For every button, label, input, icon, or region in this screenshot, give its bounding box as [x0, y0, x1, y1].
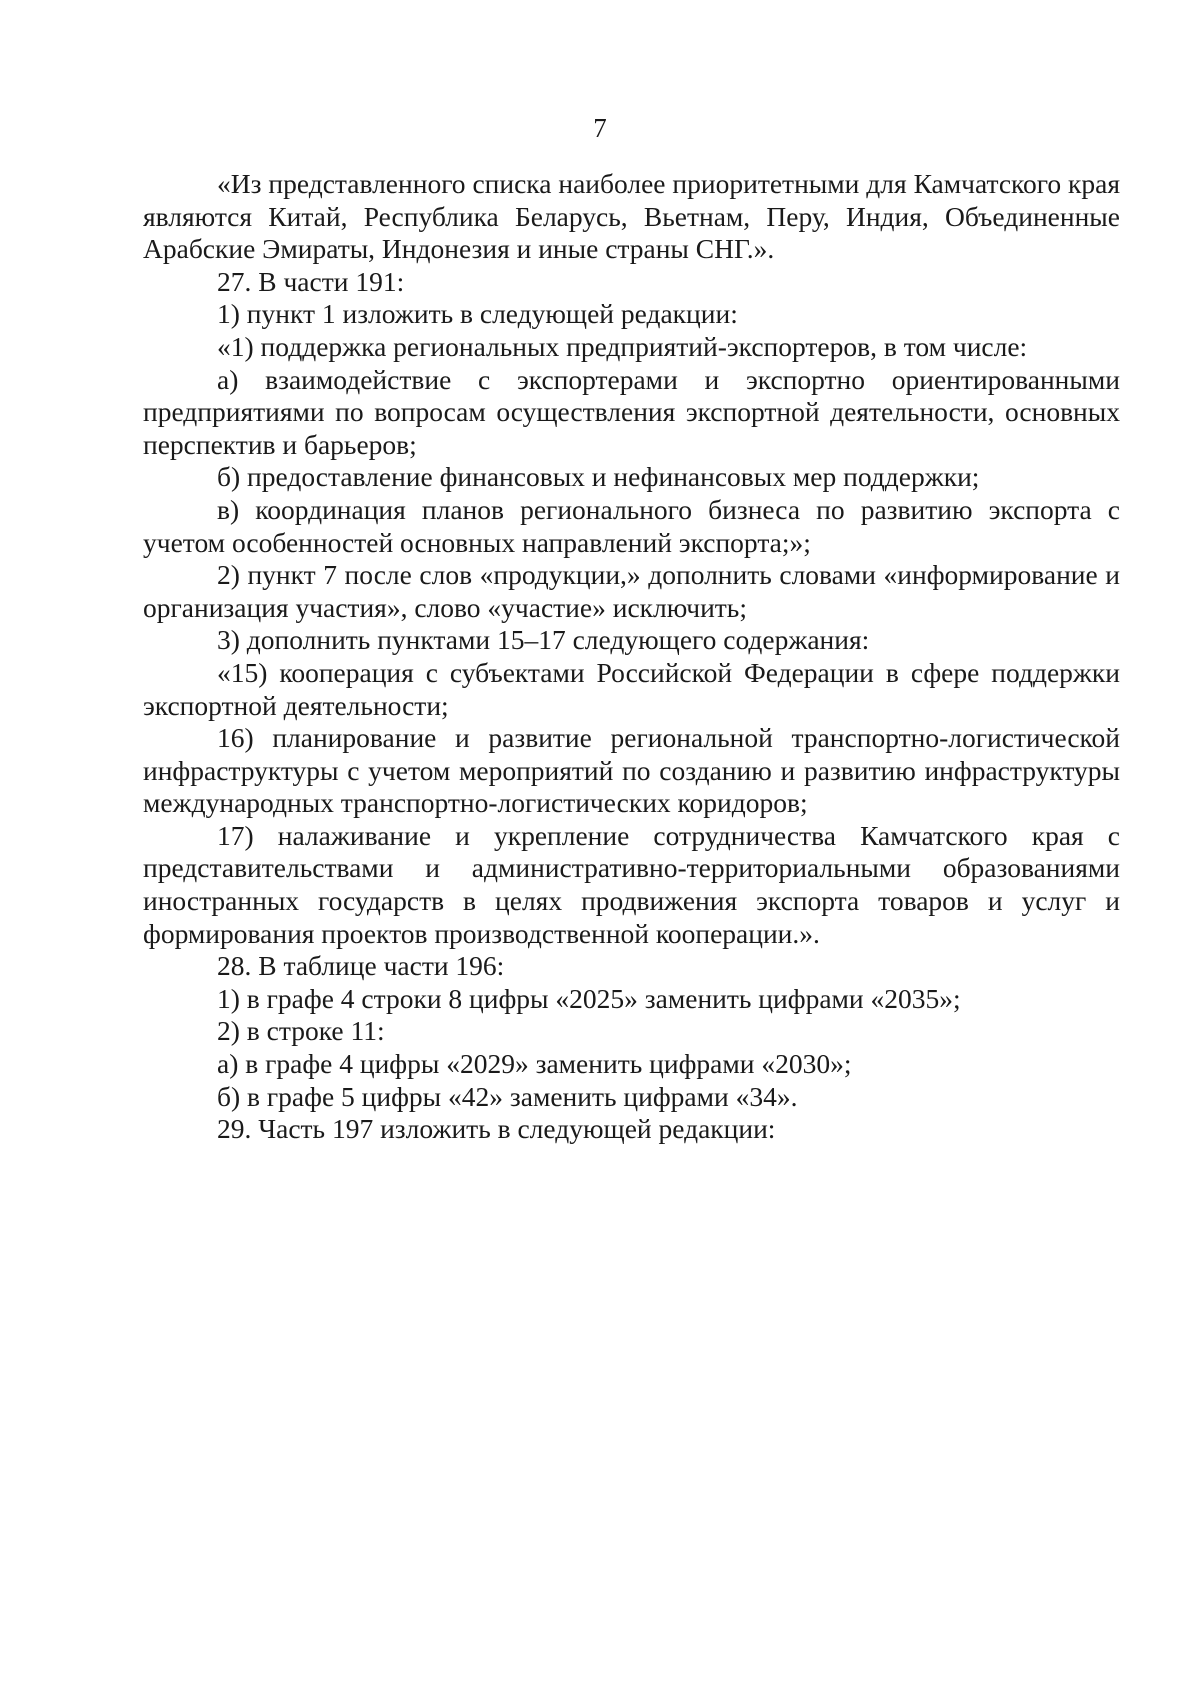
paragraph-point-15: «15) кооперация с субъектами Российской Федерации в сфере поддержки экспортной деятельности; [143, 656, 1120, 721]
paragraph-table-change-1: 1) в графе 4 строки 8 цифры «2025» заменить цифрами «2035»; [217, 982, 961, 1014]
paragraph-priority-countries: «Из представленного списка наиболее приоритетными для Камчатского края являются Китай, Республика Беларусь, Вьетнам, Перу, Индия, Объединенные Арабские Эмираты, Индонезия и иные страны СНГ.». [143, 168, 1120, 265]
paragraph-item-29: 29. Часть 197 изложить в следующей редакции: [217, 1113, 776, 1145]
page-number: 7 [593, 113, 607, 143]
paragraph-subitem-3: 3) дополнить пунктами 15–17 следующего содержания: [217, 624, 870, 656]
paragraph-subitem-1: 1) пункт 1 изложить в следующей редакции: [217, 298, 738, 330]
paragraph-subitem-b: б) предоставление финансовых и нефинансовых мер поддержки; [217, 461, 980, 493]
paragraph-table-change-2a: а) в графе 4 цифры «2029» заменить цифрами «2030»; [217, 1048, 852, 1080]
paragraph-subitem-v: в) координация планов регионального бизнеса по развитию экспорта с учетом особенностей основных направлений экспорта;»; [143, 493, 1120, 558]
paragraph-point-16: 16) планирование и развитие региональной транспортно-логистической инфраструктуры с учетом мероприятий по созданию и развитию инфраструктуры международных транспортно-логистических коридоров; [143, 722, 1120, 819]
paragraph-subitem-a: а) взаимодействие с экспортерами и экспортно ориентированными предприятиями по вопросам осуществления экспортной деятельности, основных перспектив и барьеров; [143, 363, 1120, 460]
paragraph-point-17: 17) налаживание и укрепление сотрудничества Камчатского края с представительствами и административно-территориальными образованиями иностранных государств в целях продвижения экспорта товаров и услуг и формирования проектов производственной кооперации.». [143, 819, 1120, 949]
document-body [143, 168, 1120, 1146]
paragraph-subitem-2: 2) пункт 7 после слов «продукции,» дополнить словами «информирование и организация участия», слово «участие» исключить; [143, 559, 1120, 623]
paragraph-item-28: 28. В таблице части 196: [217, 950, 505, 982]
paragraph-table-change-2b: б) в графе 5 цифры «42» заменить цифрами «34». [217, 1080, 798, 1112]
paragraph-table-change-2: 2) в строке 11: [217, 1015, 385, 1047]
paragraph-item-27: 27. В части 191: [217, 265, 405, 297]
paragraph-support-exporters: «1) поддержка региональных предприятий-экспортеров, в том числе: [217, 330, 1028, 362]
